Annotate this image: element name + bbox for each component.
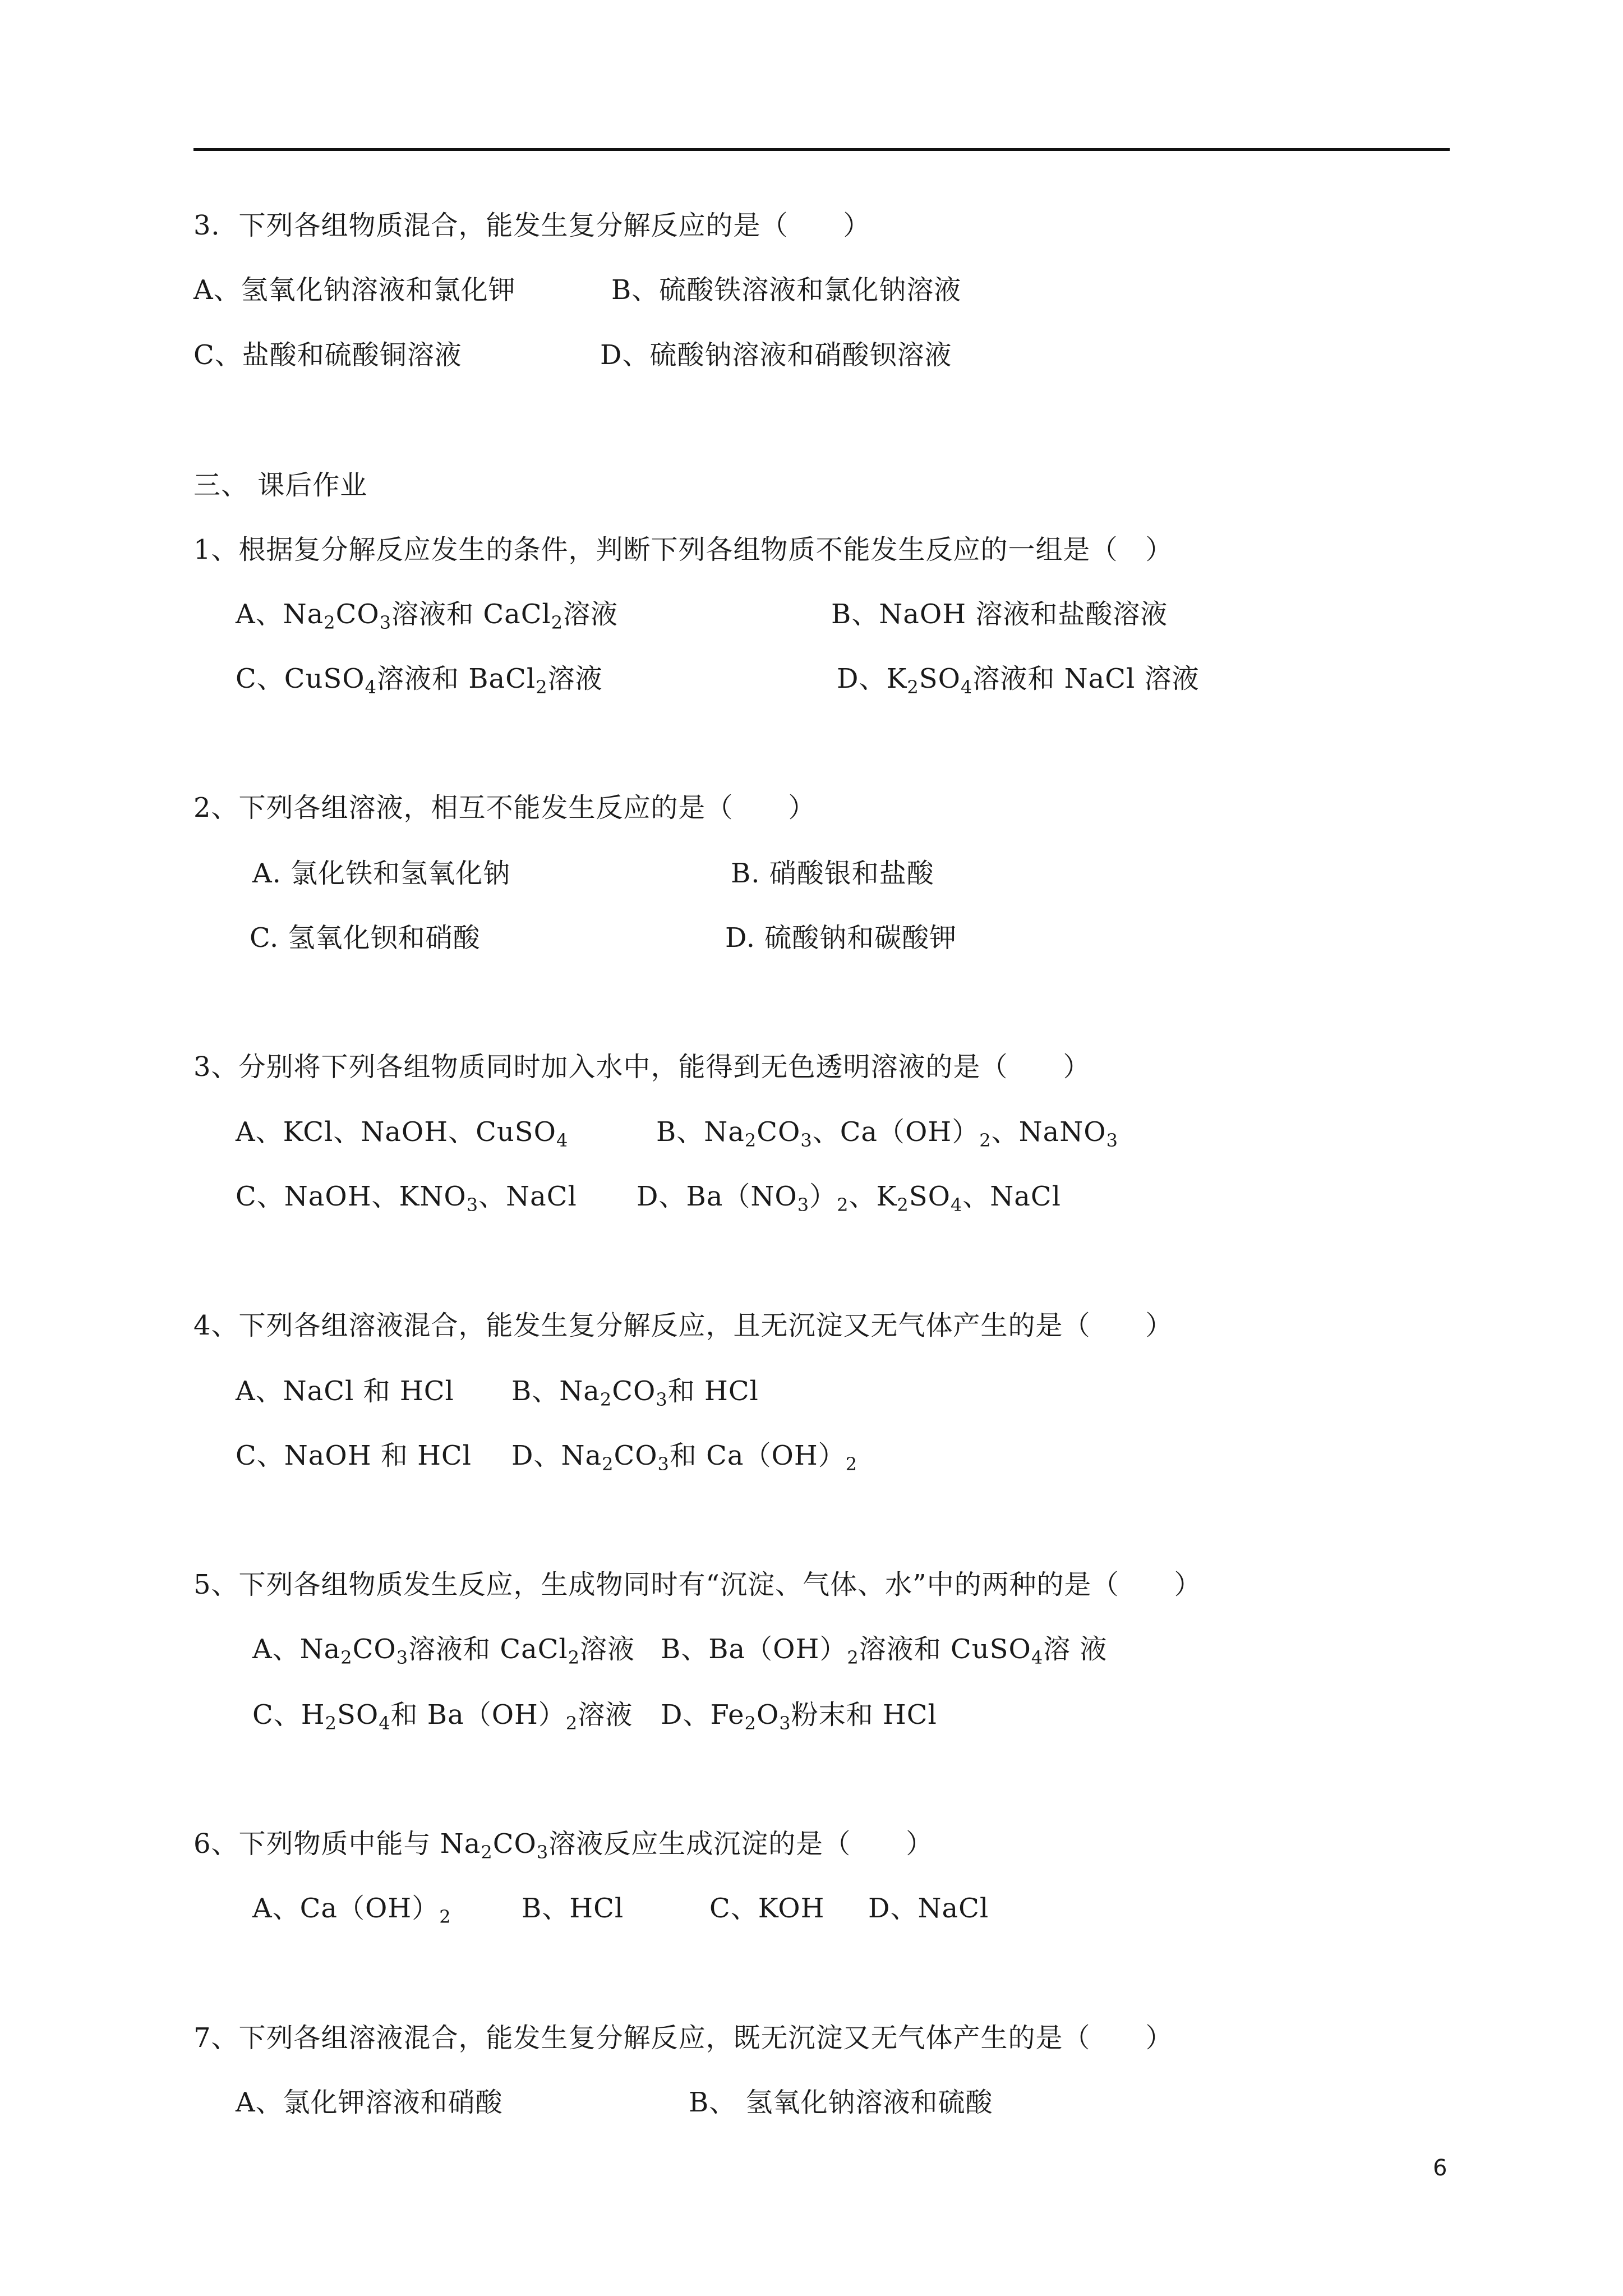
page-number: 6 <box>1433 2155 1447 2181</box>
hw5-option-b: B、$Ba(OH)_2$溶液和 CuSO$_4$溶 液 <box>661 1634 1108 1668</box>
q3-stem: 3．下列各组物质混合，能发生复分解反应的是（ ） <box>193 210 871 241</box>
hw2-option-c: C. 氢氧化钡和硝酸 <box>250 922 481 954</box>
hw4-option-b: B、$Na_2CO_3$和 HCl <box>511 1375 759 1410</box>
hw7-option-a: A、氯化钾溶液和硝酸 <box>236 2087 503 2118</box>
hw5-option-c: C、$H_2SO_4$和 $Ba(OH)_2$溶液 <box>252 1699 633 1734</box>
header-rule <box>193 148 1450 151</box>
hw7-option-b: B、 氢氧化钠溶液和硫酸 <box>689 2087 993 2118</box>
hw5-option-a: A、$Na_2CO_3$溶液和 CaCl$_2$溶液 <box>252 1634 635 1668</box>
hw6-option-c: C、KOH <box>709 1893 825 1924</box>
q3-option-d: D、硫酸钠溶液和硝酸钡溶液 <box>600 339 952 371</box>
section-title: 三、 课后作业 <box>193 470 368 501</box>
hw2-stem: 2、下列各组溶液，相互不能发生反应的是（ ） <box>193 792 816 823</box>
q3-option-c: C、盐酸和硫酸铜溶液 <box>193 339 462 371</box>
hw2-option-a: A. 氯化铁和氢氧化钠 <box>252 858 511 889</box>
hw5-stem: 5、下列各组物质发生反应，生成物同时有“沉淀、气体、水”中的两种的是（ ） <box>193 1569 1202 1600</box>
hw3-option-c: C、NaOH、$KNO_3$、NaCl <box>236 1181 577 1216</box>
q3-option-b: B、硫酸铁溶液和氯化钠溶液 <box>611 274 962 306</box>
hw2-option-d: D. 硫酸钠和碳酸钾 <box>725 922 957 954</box>
hw1-option-d: D、$K_2SO_4$溶液和 NaCl 溶液 <box>837 663 1200 698</box>
hw3-stem: 3、分别将下列各组物质同时加入水中，能得到无色透明溶液的是（ ） <box>193 1051 1091 1083</box>
hw6-option-d: D、NaCl <box>868 1893 989 1924</box>
hw1-option-c: C、CuSO$_4$溶液和 BaCl$_2$溶液 <box>236 663 603 698</box>
hw2-option-b: B. 硝酸银和盐酸 <box>731 858 934 889</box>
hw3-option-a: A、KCl、NaOH、CuSO$_4$ <box>236 1116 569 1151</box>
hw4-option-d: D、$Na_2CO_3$和 $Ca(OH)_2$ <box>511 1440 858 1475</box>
hw1-stem: 1、根据复分解反应发生的条件，判断下列各组物质不能发生反应的一组是（ ） <box>193 534 1173 565</box>
hw6-stem: 6、下列物质中能与 $Na_2CO_3$溶液反应生成沉淀的是（ ） <box>193 1828 934 1863</box>
hw1-option-a: A、$Na_2CO_3$溶液和 CaCl$_2$溶液 <box>236 599 619 633</box>
hw6-option-b: B、HCl <box>522 1893 624 1924</box>
hw1-option-b: B、NaOH 溶液和盐酸溶液 <box>831 599 1168 630</box>
hw4-option-c: C、NaOH 和 HCl <box>236 1440 472 1471</box>
hw3-option-b: B、$Na_2CO_3$、$Ca(OH)_2$、NaNO$_3$ <box>656 1116 1118 1151</box>
hw7-stem: 7、下列各组溶液混合，能发生复分解反应，既无沉淀又无气体产生的是（ ） <box>193 2022 1173 2054</box>
hw6-option-a: A、$Ca(OH)_2$ <box>252 1893 451 1927</box>
hw3-option-d: D、$Ba(NO_3)_2$、$K_2SO_4$、NaCl <box>637 1181 1061 1216</box>
hw5-option-d: D、$Fe_2O_3$粉末和 HCl <box>661 1699 937 1734</box>
hw4-stem: 4、下列各组溶液混合，能发生复分解反应，且无沉淀又无气体产生的是（ ） <box>193 1310 1173 1341</box>
q3-option-a: A、氢氧化钠溶液和氯化钾 <box>193 274 516 306</box>
hw4-option-a: A、NaCl 和 HCl <box>236 1375 454 1407</box>
